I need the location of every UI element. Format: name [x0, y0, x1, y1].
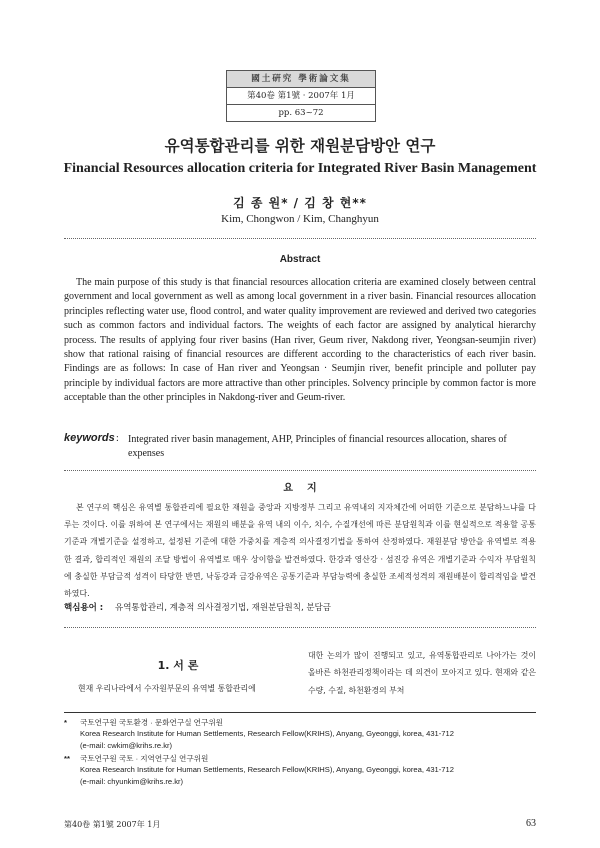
summary-heading: 요지 [283, 483, 331, 494]
paper-title-english: Financial Resources allocation criteria for Integrated River Basin Management [63, 161, 537, 176]
authors-korean: 김 종 원* / 김 창 현** [233, 196, 367, 210]
authors-english: Kim, Chongwon / Kim, Changhyun [221, 213, 379, 225]
footnote-mark: * [64, 718, 67, 727]
footnote-email: (e-mail: cwkim@krihs.re.kr) [80, 740, 173, 750]
footnote-affiliation-en: Korea Research Institute for Human Settlements, Research Fellow(KRIHS), Anyang, Gyeonggi, korea, 431-712 [80, 729, 454, 739]
divider-dotted [64, 470, 536, 471]
introduction-right-column: 대한 논의가 많이 진행되고 있고, 유역통합관리로 나아가는 것이 올바른 하천관리정책이라는 데 의견이 모아지고 있다. 현재와 같은 수량, 수질, 하천환경의 부처 [308, 651, 536, 695]
keywords-colon: : [116, 433, 119, 444]
journal-pages: pp. 63~72 [278, 108, 324, 118]
footnote-mark: ** [64, 754, 70, 763]
divider-dotted [64, 238, 536, 239]
abstract-heading: Abstract [279, 254, 321, 265]
footnote-first-author [64, 717, 536, 751]
footnote-affiliation-ko: 국토연구원 국토 · 지역연구실 연구위원 [80, 754, 209, 763]
footnote-rule [64, 712, 536, 713]
footnote-email: (e-mail: chyunkim@krihs.re.kr) [80, 776, 184, 786]
footer-page-number: 63 [526, 818, 536, 829]
summary-text: 본 연구의 핵심은 유역별 통합관리에 필요한 재원을 중앙과 지방정부 그리고 유역내의 지자체간에 어떠한 기준으로 분담하느냐를 다루는 것이다. 이를 위하여 본 연구에서는 재원의 배분을 유역 내의 이수, 치수, 수질개선에 따른 분담원칙과 이를 현실적으로 적용할 공통기준과 개별기준을 설정하고, 설정된 기준에 대한 가중치를 계층적 의사결정기법을 통하여 산정하였다. 재원분담 방안을 유역별로 적용한 결과, 합리적인 재원의 조달 방법이 유역별로 매우 상이함을 발견하였다. 한강과 영산강 · 섬진강 유역은 개별기준과 수익자 부담원칙에 충실한 부담금적 성격이 타당한 반면, 낙동강과 금강유역은 공통기준과 부담능력에 충실한 조세적성격의 재원배분이 합리적임을 발견하였다. [64, 503, 536, 599]
core-keywords-text: 유역통합관리, 계층적 의사결정기법, 재원분담원칙, 분담금 [115, 603, 331, 613]
paper-title-korean: 유역통합관리를 위한 재원분담방안 연구 [164, 137, 436, 155]
abstract-text: The main purpose of this study is that financial resources allocation criteria are examined closely between central government and local government as well as among local government in a river basin. Financial resources allocation principles reflecting water use, flood control, and water quality improvement are reviewed and derived two categories such as common factors and individual factors. The weights of each factor are assigned by analytical hierarchy process. The results of applying four river basins (Han river, Geum river, Nakdong river, Yeongsan-seumjin river) show that rational raising of financial resources are different according to the characteristics of each river basin. Findings are as follows: In case of Han river and Yeongsan · Seumjin river, benefit principle and polluter pay principle by individual factors are more attractive than other principles. Solvency principle by common factor is more acceptable than the other principles in Nakdong-river and Geum-river. [64, 277, 536, 404]
journal-name: 國土硏究 學術論文集 [227, 71, 375, 88]
footer-issue: 第40卷 第1號 2007年 1月 [64, 820, 161, 829]
core-keywords-label: 핵심용어 : [64, 603, 104, 613]
keywords-label: keywords [64, 432, 115, 444]
keywords-text: Integrated river basin management, AHP, Principles of financial resources allocation, shares of expenses [128, 434, 507, 460]
divider-dotted [64, 627, 536, 628]
footnote-affiliation-en: Korea Research Institute for Human Settlements, Research Fellow(KRIHS), Anyang, Gyeonggi, korea, 431-712 [80, 765, 454, 775]
journal-info-box [226, 70, 376, 122]
section-heading-introduction: 1. 서 론 [157, 659, 199, 672]
footnote-affiliation-ko: 국토연구원 국토환경 · 문화연구실 연구위원 [80, 718, 224, 727]
footnote-second-author [64, 753, 536, 787]
introduction-left-column: 현재 우리나라에서 수자원부문의 유역별 통합관리에 [78, 684, 256, 693]
journal-volume: 第40卷 第1號 · 2007年 1月 [227, 88, 375, 105]
